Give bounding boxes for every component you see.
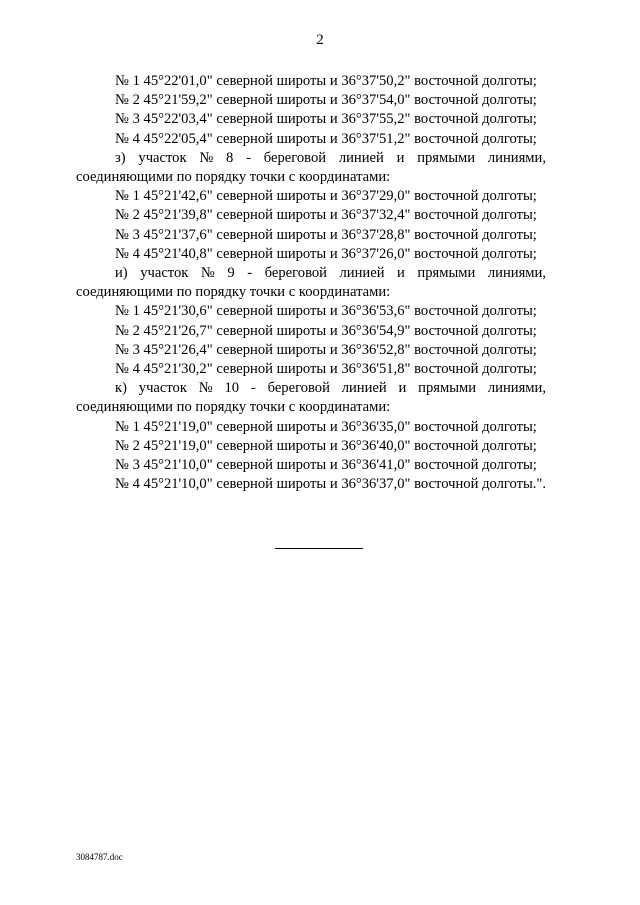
coordinate-line: № 1 45°21'19,0" северной широты и 36°36'35,0" восточной долготы; — [115, 418, 537, 435]
coordinate-line: № 3 45°21'10,0" северной широты и 36°36'41,0" восточной долготы; — [115, 457, 537, 474]
section-continuation-line: соединяющими по порядку точки с координатами: — [76, 399, 391, 416]
coordinate-line: № 3 45°21'26,4" северной широты и 36°36'52,8" восточной долготы; — [115, 341, 537, 358]
footer-doc-id: 3084787.doc — [76, 852, 123, 862]
coordinate-line: № 4 45°21'30,2" северной широты и 36°36'51,8" восточной долготы; — [115, 361, 537, 378]
coordinate-line: № 2 45°21'26,7" северной широты и 36°36'54,9" восточной долготы; — [115, 322, 537, 339]
section-continuation-line: соединяющими по порядку точки с координатами: — [76, 169, 391, 186]
page-number: 2 — [316, 32, 324, 48]
section-heading-line: з) участок № 8 - береговой линией и прямыми линиями, — [115, 149, 546, 166]
coordinate-line: № 2 45°21'59,2" северной широты и 36°37'54,0" восточной долготы; — [115, 92, 537, 109]
coordinate-line: № 4 45°21'40,8" северной широты и 36°37'26,0" восточной долготы; — [115, 245, 537, 262]
coordinate-line: № 1 45°22'01,0" северной широты и 36°37'50,2" восточной долготы; — [115, 73, 537, 89]
coordinate-line: № 4 45°22'05,4" северной широты и 36°37'51,2" восточной долготы; — [115, 130, 537, 147]
coordinate-line: № 2 45°21'39,8" северной широты и 36°37'32,4" восточной долготы; — [115, 207, 537, 224]
coordinate-line: № 3 45°21'37,6" северной широты и 36°37'28,8" восточной долготы; — [115, 226, 537, 243]
coordinate-line: № 1 45°21'30,6" северной широты и 36°36'53,6" восточной долготы; — [115, 303, 537, 320]
coordinate-line: № 4 45°21'10,0" северной широты и 36°36'37,0" восточной долготы.". — [115, 476, 547, 493]
end-divider-line — [275, 548, 363, 549]
section-heading-line: и) участок № 9 - береговой линией и прямыми линиями, — [115, 265, 546, 282]
coordinate-line: № 1 45°21'42,6" северной широты и 36°37'29,0" восточной долготы; — [115, 188, 537, 205]
section-continuation-line: соединяющими по порядку точки с координатами: — [76, 284, 391, 301]
coordinate-line: № 3 45°22'03,4" северной широты и 36°37'55,2" восточной долготы; — [115, 111, 537, 128]
section-heading-line: к) участок № 10 - береговой линией и прямыми линиями, — [115, 380, 546, 397]
document-body — [76, 72, 546, 494]
coordinate-line: № 2 45°21'19,0" северной широты и 36°36'40,0" восточной долготы; — [115, 437, 537, 454]
